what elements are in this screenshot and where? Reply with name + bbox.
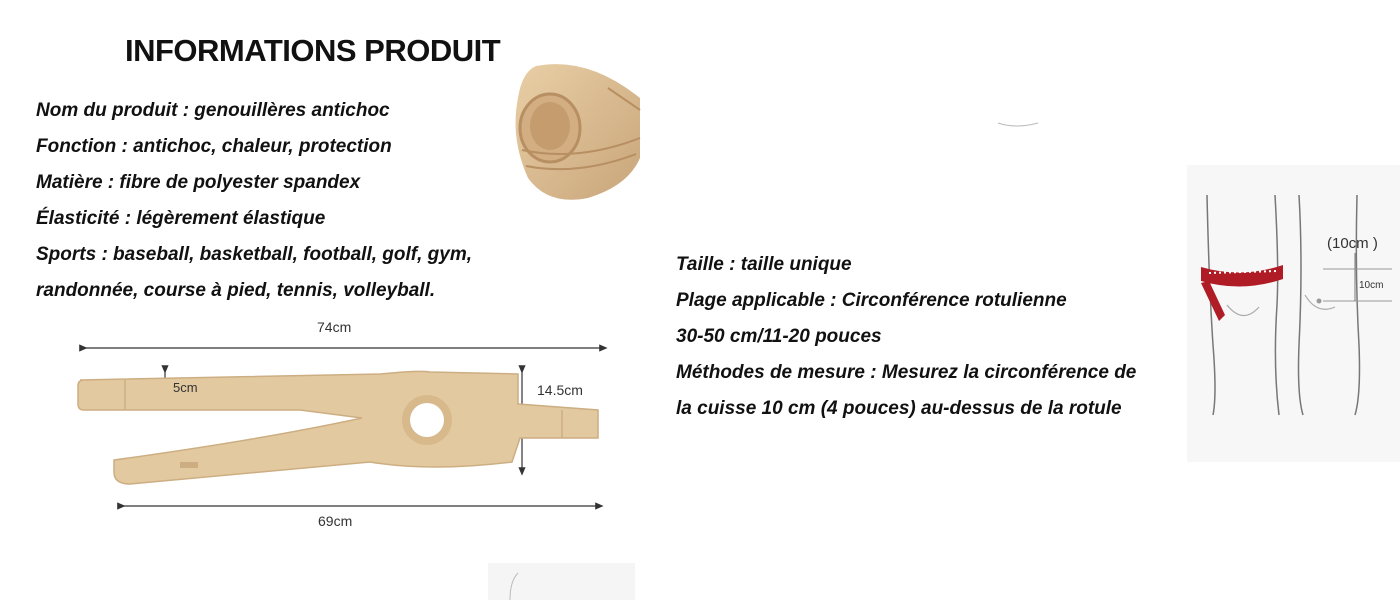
measure-method: Méthodes de mesure : Mesurez la circonférence de bbox=[676, 362, 1137, 383]
image-fragment bbox=[996, 118, 1040, 130]
spec-name: Nom du produit : genouillères antichoc bbox=[36, 100, 390, 121]
top-length-label: 74cm bbox=[317, 319, 352, 335]
bottom-length-label: 69cm bbox=[318, 513, 353, 529]
range-values: 30-50 cm/11-20 pouces bbox=[676, 326, 882, 347]
range-line: Plage applicable : Circonférence rotulienne bbox=[676, 290, 1067, 311]
product-specs bbox=[36, 96, 536, 312]
spec-material: Matière : fibre de polyester spandex bbox=[36, 172, 361, 193]
leg-measurement-diagram bbox=[1187, 165, 1400, 462]
spec-function: Fonction : antichoc, chaleur, protection bbox=[36, 136, 392, 157]
measure-label-small: 10cm bbox=[1359, 280, 1384, 291]
image-fragment-bottom bbox=[488, 563, 635, 600]
height-label: 14.5cm bbox=[537, 382, 583, 398]
spec-elasticity: Élasticité : légèrement élastique bbox=[36, 208, 326, 229]
strap-width-label: 5cm bbox=[173, 380, 198, 395]
measure-label-large: (10cm ) bbox=[1327, 235, 1378, 252]
measure-method-cont: la cuisse 10 cm (4 pouces) au-dessus de la rotule bbox=[676, 398, 1122, 419]
brace-dimension-diagram bbox=[70, 312, 630, 537]
spec-sports-cont: randonnée, course à pied, tennis, volleyball. bbox=[36, 280, 436, 301]
spec-sports: Sports : baseball, basketball, football, golf, gym, bbox=[36, 244, 473, 265]
size-line: Taille : taille unique bbox=[676, 254, 852, 275]
size-info bbox=[676, 250, 1176, 430]
page-title: INFORMATIONS PRODUIT bbox=[125, 33, 501, 68]
